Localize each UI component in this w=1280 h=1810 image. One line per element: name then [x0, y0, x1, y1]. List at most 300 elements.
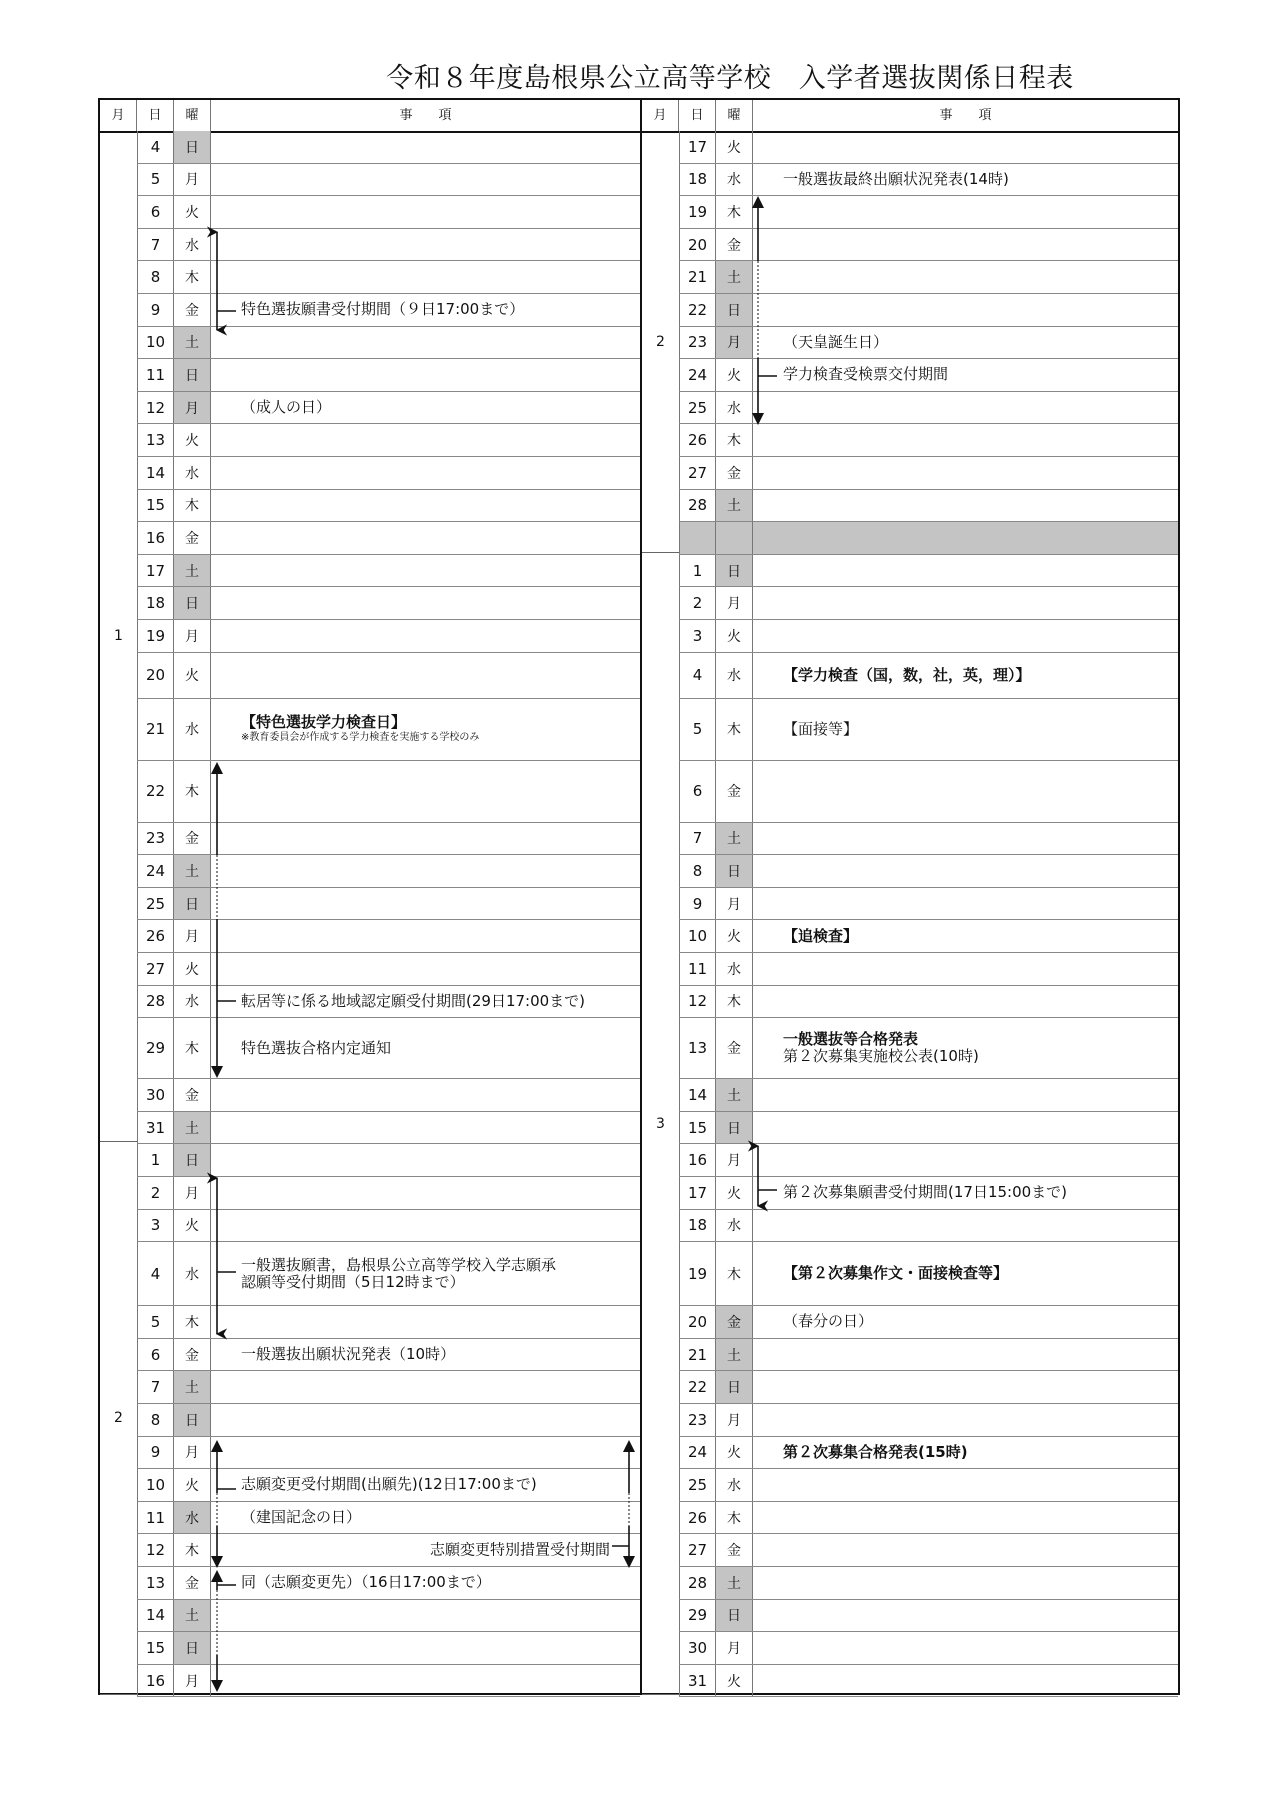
event-cell — [753, 555, 1178, 587]
header-day: 日 — [137, 100, 174, 131]
event-cell — [753, 1600, 1178, 1632]
weekday-cell: 水 — [716, 1210, 753, 1242]
day-cell: 18 — [679, 1210, 716, 1242]
weekday-cell: 土 — [716, 1339, 753, 1371]
event-cell — [753, 653, 1178, 698]
weekday-cell: 水 — [716, 164, 753, 196]
event-cell — [753, 424, 1178, 456]
weekday-cell: 日 — [716, 294, 753, 326]
weekday-cell: 火 — [174, 653, 211, 698]
event-cell — [211, 953, 640, 985]
table-row — [137, 164, 640, 197]
event-cell — [211, 1437, 640, 1469]
event-cell — [753, 986, 1178, 1018]
table-row — [679, 131, 1178, 164]
day-cell: 11 — [137, 1502, 174, 1534]
event-text: 【面接等】 — [783, 719, 859, 738]
event-text: （天皇誕生日） — [783, 332, 889, 351]
event-cell — [211, 457, 640, 489]
table-row — [679, 424, 1178, 457]
event-text-line2: 認願等受付期間（5日12時まで） — [241, 1272, 465, 1291]
event-cell — [211, 1339, 640, 1371]
weekday-cell: 日 — [174, 1404, 211, 1436]
event-cell — [753, 953, 1178, 985]
event-cell — [753, 1339, 1178, 1371]
table-row — [679, 653, 1178, 699]
month-cell: 2 — [100, 1142, 137, 1695]
day-cell: 5 — [137, 164, 174, 196]
day-cell: 29 — [679, 1600, 716, 1632]
weekday-cell: 月 — [174, 920, 211, 952]
event-cell — [211, 986, 640, 1018]
table-row — [137, 1112, 640, 1145]
day-cell: 20 — [137, 653, 174, 698]
weekday-cell: 木 — [174, 261, 211, 293]
event-cell — [753, 1144, 1178, 1176]
weekday-cell: 火 — [716, 1437, 753, 1469]
day-cell: 3 — [137, 1210, 174, 1242]
weekday-cell: 土 — [174, 1600, 211, 1632]
header-dow: 曜 — [716, 100, 753, 131]
table-row — [679, 327, 1178, 360]
table-row — [679, 229, 1178, 262]
weekday-cell: 火 — [174, 196, 211, 228]
weekday-cell: 火 — [174, 1210, 211, 1242]
day-cell: 30 — [679, 1632, 716, 1664]
weekday-cell: 土 — [174, 1371, 211, 1403]
day-cell: 19 — [137, 620, 174, 652]
day-cell: 9 — [137, 294, 174, 326]
weekday-cell: 日 — [174, 359, 211, 391]
event-cell — [211, 888, 640, 920]
weekday-cell: 日 — [716, 855, 753, 887]
weekday-cell: 水 — [174, 229, 211, 261]
weekday-cell: 金 — [174, 1079, 211, 1111]
table-row — [679, 1567, 1178, 1600]
weekday-cell: 火 — [716, 920, 753, 952]
event-cell — [753, 1210, 1178, 1242]
table-row — [679, 888, 1178, 921]
table-row — [137, 1502, 640, 1535]
weekday-cell: 水 — [174, 699, 211, 760]
event-text: 特色選抜合格内定通知 — [241, 1038, 392, 1057]
month-cell: 1 — [100, 131, 137, 1142]
table-row — [679, 620, 1178, 653]
table-row — [137, 1600, 640, 1633]
weekday-cell: 日 — [174, 131, 211, 163]
month-cell: 2 — [642, 131, 679, 553]
table-row — [679, 1404, 1178, 1437]
table-row — [137, 261, 640, 294]
day-cell: 7 — [137, 229, 174, 261]
table-row — [679, 1210, 1178, 1243]
table-row — [679, 699, 1178, 761]
event-cell — [753, 920, 1178, 952]
table-row — [137, 1242, 640, 1306]
event-text: 第２次募集願書受付期間(17日15:00まで) — [783, 1183, 1068, 1202]
table-row — [679, 1112, 1178, 1145]
day-cell: 27 — [679, 1534, 716, 1566]
event-cell — [211, 196, 640, 228]
event-cell — [753, 359, 1178, 391]
header-dow: 曜 — [174, 100, 211, 131]
event-cell — [211, 1112, 640, 1144]
weekday-cell: 水 — [174, 457, 211, 489]
event-cell — [753, 327, 1178, 359]
table-row — [679, 1534, 1178, 1567]
event-cell — [211, 1242, 640, 1305]
event-cell — [753, 196, 1178, 228]
weekday-cell: 月 — [716, 1632, 753, 1664]
weekday-cell: 月 — [174, 164, 211, 196]
day-cell: 12 — [137, 392, 174, 424]
table-row — [137, 953, 640, 986]
weekday-cell: 土 — [716, 490, 753, 522]
weekday-cell: 土 — [716, 261, 753, 293]
event-cell — [211, 620, 640, 652]
table-row — [679, 823, 1178, 856]
event-cell — [753, 761, 1178, 822]
weekday-cell: 金 — [174, 1339, 211, 1371]
event-cell — [753, 1018, 1178, 1078]
day-cell: 19 — [679, 196, 716, 228]
table-row — [137, 1632, 640, 1665]
table-row — [679, 555, 1178, 588]
table-row — [137, 920, 640, 953]
table-row — [137, 229, 640, 262]
table-row — [679, 1632, 1178, 1665]
table-row — [679, 953, 1178, 986]
header-day: 日 — [679, 100, 716, 131]
header-event: 事 項 — [399, 108, 452, 123]
day-cell: 25 — [679, 392, 716, 424]
page-title: 令和８年度島根県公立高等学校 入学者選抜関係日程表 — [386, 63, 1074, 94]
weekday-cell: 土 — [174, 1112, 211, 1144]
day-cell: 10 — [137, 1469, 174, 1501]
day-cell: 29 — [137, 1018, 174, 1078]
table-row — [137, 761, 640, 823]
header-month: 月 — [100, 100, 137, 131]
table-row — [137, 1306, 640, 1339]
weekday-cell — [716, 522, 753, 554]
header-month: 月 — [642, 100, 679, 131]
event-cell — [211, 1018, 640, 1078]
event-cell — [211, 1567, 640, 1599]
day-cell: 10 — [137, 327, 174, 359]
event-cell — [211, 653, 640, 698]
table-row — [679, 457, 1178, 490]
event-cell — [753, 1437, 1178, 1469]
day-cell: 12 — [137, 1534, 174, 1566]
weekday-cell: 日 — [716, 1371, 753, 1403]
event-cell — [211, 294, 640, 326]
event-cell — [211, 1502, 640, 1534]
day-cell: 17 — [137, 555, 174, 587]
weekday-cell: 水 — [716, 653, 753, 698]
table-row — [137, 457, 640, 490]
day-cell: 8 — [679, 855, 716, 887]
day-cell: 26 — [679, 1502, 716, 1534]
table-row — [137, 699, 640, 761]
event-cell — [211, 920, 640, 952]
table-row — [679, 1371, 1178, 1404]
day-cell: 20 — [679, 229, 716, 261]
table-row — [679, 1469, 1178, 1502]
day-cell: 22 — [679, 1371, 716, 1403]
day-cell: 26 — [679, 424, 716, 456]
table-row — [137, 1079, 640, 1112]
event-cell — [211, 855, 640, 887]
table-row — [679, 1018, 1178, 1079]
table-row — [137, 888, 640, 921]
event-cell — [753, 1632, 1178, 1664]
event-cell — [211, 131, 640, 163]
weekday-cell: 金 — [716, 1306, 753, 1338]
table-row — [137, 1404, 640, 1437]
day-cell: 24 — [679, 359, 716, 391]
day-cell: 6 — [137, 1339, 174, 1371]
event-cell — [753, 294, 1178, 326]
table-row — [679, 359, 1178, 392]
day-cell: 6 — [679, 761, 716, 822]
table-row — [137, 424, 640, 457]
weekday-cell: 金 — [716, 761, 753, 822]
day-cell: 20 — [679, 1306, 716, 1338]
event-text: 同（志願変更先）（16日17:00まで） — [241, 1573, 491, 1592]
event-cell — [753, 522, 1178, 554]
day-cell: 24 — [137, 855, 174, 887]
weekday-cell: 月 — [174, 1665, 211, 1697]
day-cell: 13 — [137, 424, 174, 456]
weekday-cell: 土 — [716, 823, 753, 855]
event-cell — [753, 131, 1178, 163]
weekday-cell: 木 — [174, 761, 211, 822]
event-cell — [211, 587, 640, 619]
event-text: （建国記念の日） — [241, 1508, 362, 1527]
schedule-right-half — [640, 100, 1178, 1693]
weekday-cell: 金 — [716, 1018, 753, 1078]
table-row — [137, 327, 640, 360]
table-row — [137, 490, 640, 523]
day-cell: 28 — [679, 490, 716, 522]
weekday-cell: 月 — [174, 620, 211, 652]
event-cell — [211, 1079, 640, 1111]
table-row — [679, 587, 1178, 620]
weekday-cell: 日 — [174, 888, 211, 920]
day-cell: 13 — [679, 1018, 716, 1078]
weekday-cell: 木 — [174, 1306, 211, 1338]
weekday-cell: 日 — [174, 1632, 211, 1664]
table-row — [137, 1567, 640, 1600]
table-row — [137, 1437, 640, 1470]
event-cell — [753, 1371, 1178, 1403]
event-note: ※教育委員会が作成する学力検査を実施する学校のみ — [241, 732, 480, 744]
day-cell: 2 — [137, 1177, 174, 1209]
weekday-cell: 木 — [716, 986, 753, 1018]
weekday-cell: 月 — [174, 1437, 211, 1469]
day-cell: 4 — [137, 1242, 174, 1305]
day-cell: 25 — [137, 888, 174, 920]
event-cell — [211, 823, 640, 855]
table-row — [137, 196, 640, 229]
day-cell — [679, 522, 716, 554]
table-row — [679, 1502, 1178, 1535]
table-row — [679, 1600, 1178, 1633]
event-cell — [753, 699, 1178, 760]
event-text: 第２次募集合格発表(15時) — [783, 1442, 968, 1461]
event-text: 一般選抜願書，島根県公立高等学校入学志願承 — [241, 1255, 557, 1274]
table-header-right — [642, 100, 1178, 133]
day-cell: 7 — [679, 823, 716, 855]
event-cell — [211, 699, 640, 760]
table-row — [137, 1210, 640, 1243]
event-cell — [753, 1567, 1178, 1599]
event-text: 一般選抜最終出願状況発表(14時) — [783, 169, 1009, 188]
day-cell: 31 — [679, 1665, 716, 1697]
event-cell — [753, 1079, 1178, 1111]
event-text-line2: 第２次募集実施校公表(10時) — [783, 1047, 979, 1066]
day-cell: 16 — [137, 1665, 174, 1697]
weekday-cell: 火 — [716, 1177, 753, 1209]
table-row — [679, 1242, 1178, 1306]
weekday-cell: 火 — [716, 131, 753, 163]
weekday-cell: 木 — [716, 699, 753, 760]
day-cell: 14 — [679, 1079, 716, 1111]
event-cell — [753, 823, 1178, 855]
weekday-cell: 土 — [716, 1567, 753, 1599]
day-cell: 24 — [679, 1437, 716, 1469]
event-cell — [211, 229, 640, 261]
event-cell — [211, 522, 640, 554]
schedule-left-half — [100, 100, 640, 1693]
table-row — [137, 653, 640, 699]
day-cell: 28 — [137, 986, 174, 1018]
table-row — [679, 294, 1178, 327]
event-cell — [753, 1177, 1178, 1209]
table-row — [679, 196, 1178, 229]
event-cell — [211, 761, 640, 822]
weekday-cell: 木 — [716, 196, 753, 228]
event-cell — [211, 1371, 640, 1403]
table-row — [679, 1339, 1178, 1372]
weekday-cell: 月 — [174, 1177, 211, 1209]
table-row — [679, 490, 1178, 523]
weekday-cell: 金 — [716, 1534, 753, 1566]
event-cell — [753, 490, 1178, 522]
day-cell: 18 — [137, 587, 174, 619]
event-cell — [211, 1144, 640, 1176]
day-cell: 23 — [137, 823, 174, 855]
event-cell — [211, 1177, 640, 1209]
event-cell — [211, 424, 640, 456]
table-row — [679, 1665, 1178, 1698]
weekday-cell: 土 — [174, 327, 211, 359]
event-cell — [211, 164, 640, 196]
day-cell: 3 — [679, 620, 716, 652]
table-row — [679, 761, 1178, 823]
day-cell: 14 — [137, 457, 174, 489]
table-row — [137, 359, 640, 392]
table-row — [137, 587, 640, 620]
weekday-cell: 土 — [716, 1079, 753, 1111]
day-cell: 21 — [137, 699, 174, 760]
table-row — [679, 855, 1178, 888]
event-cell — [211, 490, 640, 522]
day-cell: 1 — [679, 555, 716, 587]
table-row — [137, 1339, 640, 1372]
table-row — [137, 620, 640, 653]
event-cell — [753, 261, 1178, 293]
table-row — [137, 131, 640, 164]
table-row — [137, 1371, 640, 1404]
weekday-cell: 月 — [716, 587, 753, 619]
table-row — [679, 1079, 1178, 1112]
table-row — [679, 261, 1178, 294]
day-cell: 9 — [679, 888, 716, 920]
event-cell — [211, 1534, 640, 1566]
day-cell: 4 — [137, 131, 174, 163]
day-cell: 17 — [679, 131, 716, 163]
weekday-cell: 火 — [174, 424, 211, 456]
day-cell: 21 — [679, 1339, 716, 1371]
event-text: （成人の日） — [241, 398, 332, 417]
day-cell: 10 — [679, 920, 716, 952]
event-text: 特色選抜願書受付期間（９日17:00まで） — [241, 300, 525, 319]
event-cell — [211, 327, 640, 359]
table-row — [679, 986, 1178, 1019]
day-cell: 8 — [137, 1404, 174, 1436]
event-text: （春分の日） — [783, 1312, 874, 1331]
day-cell: 2 — [679, 587, 716, 619]
day-cell: 8 — [137, 261, 174, 293]
day-cell: 31 — [137, 1112, 174, 1144]
event-text: 【特色選抜学力検査日】 — [241, 713, 407, 732]
event-cell — [753, 855, 1178, 887]
weekday-cell: 月 — [716, 327, 753, 359]
day-cell: 19 — [679, 1242, 716, 1305]
table-row — [137, 823, 640, 856]
event-text: 【追検査】 — [783, 926, 859, 945]
weekday-cell: 水 — [174, 986, 211, 1018]
event-cell — [753, 888, 1178, 920]
day-cell: 22 — [137, 761, 174, 822]
weekday-cell: 金 — [174, 522, 211, 554]
event-text: 【第２次募集作文・面接検査等】 — [783, 1264, 1009, 1283]
event-cell — [211, 1469, 640, 1501]
day-cell: 12 — [679, 986, 716, 1018]
weekday-cell: 木 — [174, 1018, 211, 1078]
event-cell — [211, 1600, 640, 1632]
weekday-cell: 金 — [174, 294, 211, 326]
table-row — [137, 1534, 640, 1567]
day-cell: 15 — [137, 490, 174, 522]
event-text: 【学力検査（国，数，社，英，理）】 — [783, 665, 1031, 684]
weekday-cell: 火 — [716, 359, 753, 391]
weekday-cell: 木 — [716, 424, 753, 456]
weekday-cell: 日 — [716, 1600, 753, 1632]
event-cell — [753, 587, 1178, 619]
table-row — [137, 986, 640, 1019]
table-row — [137, 392, 640, 425]
weekday-cell: 日 — [716, 1112, 753, 1144]
weekday-cell: 水 — [716, 953, 753, 985]
weekday-cell: 金 — [174, 823, 211, 855]
event-cell — [753, 1242, 1178, 1305]
table-row — [137, 1144, 640, 1177]
weekday-cell: 木 — [716, 1242, 753, 1305]
event-text: 志願変更受付期間(出願先)(12日17:00まで) — [241, 1475, 537, 1494]
day-cell: 9 — [137, 1437, 174, 1469]
